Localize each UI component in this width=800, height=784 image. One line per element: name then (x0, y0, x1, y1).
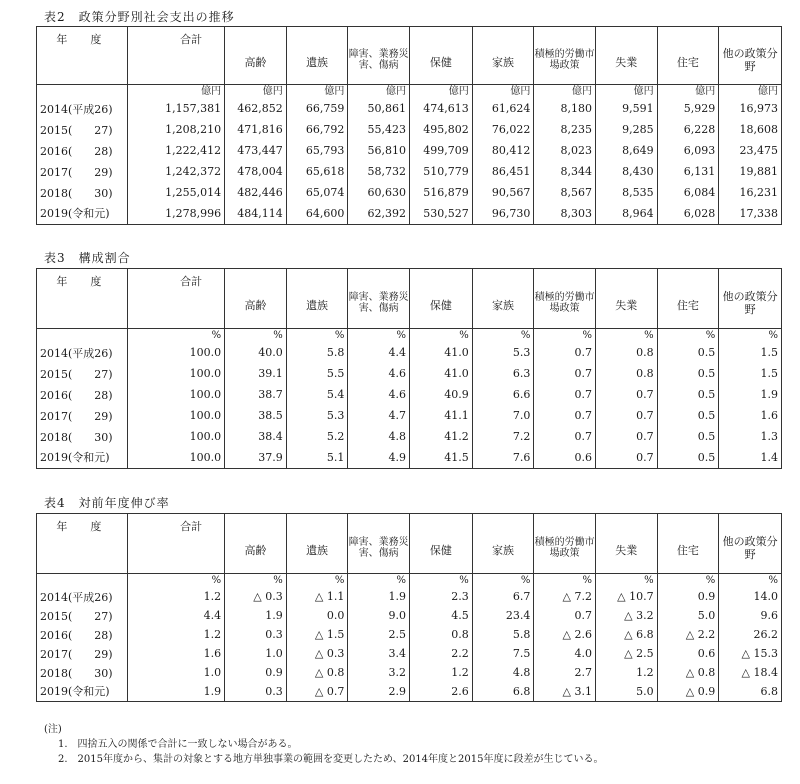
value-cell: △ 0.3 (286, 644, 348, 663)
value-cell: 5.2 (286, 426, 348, 447)
unit-cell: % (348, 329, 410, 343)
value-cell: 66,792 (286, 119, 348, 140)
total-header: 合計 (127, 27, 224, 85)
table2-header-row (37, 27, 782, 85)
table-row (37, 682, 782, 701)
col-header-family: 家族 (472, 27, 534, 85)
year-cell: 2017( 29) (37, 405, 128, 426)
value-cell: 65,793 (286, 140, 348, 161)
unit-cell: 億円 (348, 85, 410, 99)
value-cell: △ 3.2 (595, 606, 657, 625)
value-cell: 471,816 (225, 119, 287, 140)
table4-header-row (37, 514, 782, 574)
table-row (37, 606, 782, 625)
value-cell: 1.9 (127, 682, 224, 701)
value-cell: 64,600 (286, 203, 348, 224)
value-cell: 6,093 (657, 140, 719, 161)
col-header-other: 他の政策分野 (719, 269, 782, 329)
year-cell: 2015( 27) (37, 119, 128, 140)
notes (44, 722, 604, 767)
value-cell: 9.0 (348, 606, 410, 625)
value-cell: 510,779 (410, 161, 473, 182)
value-cell: 80,412 (472, 140, 534, 161)
year-cell: 2016( 28) (37, 384, 128, 405)
value-cell: △ 1.5 (286, 625, 348, 644)
unit-cell: % (286, 329, 348, 343)
value-cell: 484,114 (225, 203, 287, 224)
value-cell: 7.0 (472, 405, 534, 426)
value-cell: 1,157,381 (127, 98, 224, 119)
col-header-unemployment: 失業 (595, 514, 657, 574)
value-cell: 2.7 (534, 663, 596, 682)
value-cell: 1.9 (719, 384, 782, 405)
value-cell: 8,567 (534, 182, 596, 203)
col-header-family: 家族 (472, 514, 534, 574)
value-cell: △ 18.4 (719, 663, 782, 682)
value-cell: 4.8 (348, 426, 410, 447)
value-cell: 1.6 (719, 405, 782, 426)
col-header-health: 保健 (410, 27, 473, 85)
unit-cell: % (410, 574, 473, 588)
value-cell: 38.7 (225, 384, 287, 405)
value-cell: 100.0 (127, 447, 224, 468)
unit-cell: 億円 (286, 85, 348, 99)
value-cell: 4.4 (348, 342, 410, 363)
value-cell: 1,278,996 (127, 203, 224, 224)
unit-cell: 億円 (657, 85, 719, 99)
value-cell: 56,810 (348, 140, 410, 161)
value-cell: 5.0 (657, 606, 719, 625)
table2-caption: 表2 政策分野別社会支出の推移 (44, 10, 235, 24)
value-cell: 16,973 (719, 98, 782, 119)
table-row (37, 342, 782, 363)
value-cell: 0.7 (595, 384, 657, 405)
value-cell: 1.0 (127, 663, 224, 682)
table4-caption: 表4 対前年度伸び率 (44, 496, 170, 510)
table-row (37, 363, 782, 384)
value-cell: 0.5 (657, 447, 719, 468)
year-header: 年 度 (37, 269, 128, 329)
value-cell: 100.0 (127, 363, 224, 384)
value-cell: 0.8 (595, 363, 657, 384)
value-cell: △ 1.1 (286, 587, 348, 606)
value-cell: 8,964 (595, 203, 657, 224)
value-cell: 65,074 (286, 182, 348, 203)
year-cell: 2015( 27) (37, 363, 128, 384)
table-row (37, 426, 782, 447)
unit-cell: % (719, 329, 782, 343)
col-header-other: 他の政策分野 (719, 514, 782, 574)
value-cell: 6,131 (657, 161, 719, 182)
value-cell: 7.5 (472, 644, 534, 663)
value-cell: 8,535 (595, 182, 657, 203)
unit-cell: % (410, 329, 473, 343)
value-cell: 6,084 (657, 182, 719, 203)
table-row (37, 140, 782, 161)
value-cell: 1,255,014 (127, 182, 224, 203)
year-cell: 2018( 30) (37, 663, 128, 682)
year-cell: 2018( 30) (37, 182, 128, 203)
table-row (37, 182, 782, 203)
unit-cell: % (534, 574, 596, 588)
value-cell: △ 3.1 (534, 682, 596, 701)
note-item: 2. 2015年度から、集計の対象とする地方単独事業の範囲を変更したため、2014年度と2015年度に段差が生じている。 (58, 754, 604, 765)
unit-cell: % (348, 574, 410, 588)
table-row (37, 161, 782, 182)
value-cell: 473,447 (225, 140, 287, 161)
value-cell: 1.2 (410, 663, 473, 682)
value-cell: 1,242,372 (127, 161, 224, 182)
value-cell: 6.3 (472, 363, 534, 384)
value-cell: 62,392 (348, 203, 410, 224)
table3-header-row (37, 269, 782, 329)
year-cell: 2019(令和元) (37, 203, 128, 224)
value-cell: 0.5 (657, 363, 719, 384)
value-cell: 2.6 (410, 682, 473, 701)
year-cell: 2014(平成26) (37, 342, 128, 363)
value-cell: 1.0 (225, 644, 287, 663)
value-cell: 100.0 (127, 342, 224, 363)
value-cell: 8,023 (534, 140, 596, 161)
col-header-family: 家族 (472, 269, 534, 329)
table3-unit-row (37, 329, 782, 343)
year-cell: 2018( 30) (37, 426, 128, 447)
table3 (36, 268, 782, 469)
value-cell: 5.1 (286, 447, 348, 468)
value-cell: 8,430 (595, 161, 657, 182)
value-cell: 66,759 (286, 98, 348, 119)
value-cell: 5.8 (286, 342, 348, 363)
table4-unit-row (37, 574, 782, 588)
col-header-survivors: 遺族 (286, 269, 348, 329)
unit-cell: 億円 (127, 85, 224, 99)
value-cell: 462,852 (225, 98, 287, 119)
value-cell: 65,618 (286, 161, 348, 182)
value-cell: 1.2 (595, 663, 657, 682)
col-header-disability: 障害、業務災害、傷病 (348, 269, 410, 329)
value-cell: 41.5 (410, 447, 473, 468)
value-cell: 9,285 (595, 119, 657, 140)
unit-cell: % (225, 574, 287, 588)
value-cell: 0.8 (410, 625, 473, 644)
table2-unit-row (37, 85, 782, 99)
value-cell: 0.5 (657, 426, 719, 447)
value-cell: 6.8 (472, 682, 534, 701)
value-cell: 41.1 (410, 405, 473, 426)
value-cell: 17,338 (719, 203, 782, 224)
value-cell: 3.4 (348, 644, 410, 663)
value-cell: 9,591 (595, 98, 657, 119)
value-cell: 6,228 (657, 119, 719, 140)
unit-cell: % (719, 574, 782, 588)
value-cell: 495,802 (410, 119, 473, 140)
year-cell: 2014(平成26) (37, 98, 128, 119)
value-cell: 474,613 (410, 98, 473, 119)
value-cell: △ 0.8 (286, 663, 348, 682)
table-row (37, 203, 782, 224)
value-cell: 4.9 (348, 447, 410, 468)
value-cell: 8,649 (595, 140, 657, 161)
unit-cell: % (472, 574, 534, 588)
value-cell: 19,881 (719, 161, 782, 182)
value-cell: △ 15.3 (719, 644, 782, 663)
value-cell: △ 2.6 (534, 625, 596, 644)
unit-cell: 億円 (719, 85, 782, 99)
value-cell: 100.0 (127, 426, 224, 447)
col-header-labour-market: 積極的労働市場政策 (534, 27, 596, 85)
value-cell: △ 6.8 (595, 625, 657, 644)
value-cell: 1,222,412 (127, 140, 224, 161)
value-cell: 482,446 (225, 182, 287, 203)
col-header-elderly: 高齢 (225, 269, 287, 329)
table-row (37, 405, 782, 426)
value-cell: 0.7 (534, 384, 596, 405)
value-cell: 4.0 (534, 644, 596, 663)
value-cell: 1.6 (127, 644, 224, 663)
value-cell: 6,028 (657, 203, 719, 224)
value-cell: 4.7 (348, 405, 410, 426)
value-cell: 6.6 (472, 384, 534, 405)
value-cell: 2.5 (348, 625, 410, 644)
value-cell: 61,624 (472, 98, 534, 119)
value-cell: 38.5 (225, 405, 287, 426)
value-cell: 4.4 (127, 606, 224, 625)
value-cell: 6.8 (719, 682, 782, 701)
value-cell: 41.0 (410, 342, 473, 363)
year-header: 年 度 (37, 514, 128, 574)
year-cell: 2015( 27) (37, 606, 128, 625)
col-header-health: 保健 (410, 269, 473, 329)
value-cell: 1.5 (719, 342, 782, 363)
value-cell: 100.0 (127, 405, 224, 426)
value-cell: 4.6 (348, 363, 410, 384)
value-cell: 96,730 (472, 203, 534, 224)
value-cell: 6.7 (472, 587, 534, 606)
unit-cell: 億円 (472, 85, 534, 99)
value-cell: 40.0 (225, 342, 287, 363)
value-cell: 5.4 (286, 384, 348, 405)
total-header: 合計 (127, 269, 224, 329)
value-cell: 5.8 (472, 625, 534, 644)
year-cell: 2017( 29) (37, 644, 128, 663)
table4 (36, 513, 782, 702)
table-row (37, 644, 782, 663)
unit-cell: 億円 (225, 85, 287, 99)
value-cell: 18,608 (719, 119, 782, 140)
col-header-unemployment: 失業 (595, 269, 657, 329)
value-cell: 8,303 (534, 203, 596, 224)
value-cell: 1.5 (719, 363, 782, 384)
value-cell: 516,879 (410, 182, 473, 203)
col-header-labour-market: 積極的労働市場政策 (534, 269, 596, 329)
value-cell: 37.9 (225, 447, 287, 468)
value-cell: 0.7 (534, 606, 596, 625)
col-header-elderly: 高齢 (225, 514, 287, 574)
value-cell: △ 10.7 (595, 587, 657, 606)
value-cell: △ 0.7 (286, 682, 348, 701)
value-cell: 0.8 (595, 342, 657, 363)
value-cell: △ 2.2 (657, 625, 719, 644)
unit-cell: % (286, 574, 348, 588)
value-cell: 0.5 (657, 342, 719, 363)
value-cell: 0.9 (657, 587, 719, 606)
value-cell: 478,004 (225, 161, 287, 182)
value-cell: 41.2 (410, 426, 473, 447)
value-cell: 0.7 (534, 426, 596, 447)
value-cell: 9.6 (719, 606, 782, 625)
year-cell: 2016( 28) (37, 625, 128, 644)
value-cell: 0.7 (534, 363, 596, 384)
value-cell: 5.0 (595, 682, 657, 701)
value-cell: 1.4 (719, 447, 782, 468)
value-cell: 499,709 (410, 140, 473, 161)
value-cell: 0.7 (534, 342, 596, 363)
value-cell: 4.6 (348, 384, 410, 405)
value-cell: 14.0 (719, 587, 782, 606)
value-cell: △ 2.5 (595, 644, 657, 663)
year-cell: 2014(平成26) (37, 587, 128, 606)
col-header-survivors: 遺族 (286, 27, 348, 85)
value-cell: △ 7.2 (534, 587, 596, 606)
value-cell: 55,423 (348, 119, 410, 140)
table-row (37, 663, 782, 682)
value-cell: 0.3 (225, 625, 287, 644)
col-header-labour-market: 積極的労働市場政策 (534, 514, 596, 574)
col-header-survivors: 遺族 (286, 514, 348, 574)
unit-cell: % (127, 574, 224, 588)
value-cell: 2.2 (410, 644, 473, 663)
value-cell: 58,732 (348, 161, 410, 182)
table3-caption: 表3 構成割合 (44, 251, 131, 265)
value-cell: △ 0.3 (225, 587, 287, 606)
table-row (37, 447, 782, 468)
year-header: 年 度 (37, 27, 128, 85)
value-cell: 4.5 (410, 606, 473, 625)
value-cell: 23,475 (719, 140, 782, 161)
unit-cell: % (225, 329, 287, 343)
col-header-health: 保健 (410, 514, 473, 574)
value-cell: 60,630 (348, 182, 410, 203)
value-cell: 26.2 (719, 625, 782, 644)
value-cell: 0.7 (534, 405, 596, 426)
col-header-other: 他の政策分野 (719, 27, 782, 85)
value-cell: 7.6 (472, 447, 534, 468)
table-row (37, 625, 782, 644)
col-header-unemployment: 失業 (595, 27, 657, 85)
value-cell: 5.3 (286, 405, 348, 426)
value-cell: 5,929 (657, 98, 719, 119)
col-header-elderly: 高齢 (225, 27, 287, 85)
value-cell: 0.5 (657, 384, 719, 405)
unit-cell: 億円 (534, 85, 596, 99)
unit-cell: % (595, 329, 657, 343)
total-header: 合計 (127, 514, 224, 574)
table-row (37, 384, 782, 405)
unit-cell: % (127, 329, 224, 343)
value-cell: 23.4 (472, 606, 534, 625)
value-cell: 8,344 (534, 161, 596, 182)
value-cell: 0.7 (595, 405, 657, 426)
value-cell: 39.1 (225, 363, 287, 384)
value-cell: 2.9 (348, 682, 410, 701)
value-cell: 86,451 (472, 161, 534, 182)
table-row (37, 587, 782, 606)
note-item: 1. 四捨五入の関係で合計に一致しない場合がある。 (58, 739, 298, 750)
value-cell: 0.0 (286, 606, 348, 625)
table-row (37, 119, 782, 140)
value-cell: 16,231 (719, 182, 782, 203)
value-cell: 5.5 (286, 363, 348, 384)
value-cell: 100.0 (127, 384, 224, 405)
unit-cell: 億円 (410, 85, 473, 99)
col-header-disability: 障害、業務災害、傷病 (348, 514, 410, 574)
value-cell: 1.2 (127, 587, 224, 606)
value-cell: 1,208,210 (127, 119, 224, 140)
value-cell: 1.3 (719, 426, 782, 447)
value-cell: 1.9 (225, 606, 287, 625)
unit-cell: % (657, 574, 719, 588)
notes-title: (注) (44, 724, 62, 735)
col-header-disability: 障害、業務災害、傷病 (348, 27, 410, 85)
value-cell: 0.6 (534, 447, 596, 468)
table-row (37, 98, 782, 119)
value-cell: 3.2 (348, 663, 410, 682)
value-cell: 1.9 (348, 587, 410, 606)
value-cell: 8,235 (534, 119, 596, 140)
value-cell: 0.7 (595, 447, 657, 468)
col-header-housing: 住宅 (657, 27, 719, 85)
year-cell: 2016( 28) (37, 140, 128, 161)
unit-cell: % (595, 574, 657, 588)
unit-cell: % (657, 329, 719, 343)
value-cell: △ 0.8 (657, 663, 719, 682)
year-cell: 2019(令和元) (37, 447, 128, 468)
value-cell: 0.9 (225, 663, 287, 682)
value-cell: 0.7 (595, 426, 657, 447)
table2 (36, 26, 782, 225)
unit-cell: % (472, 329, 534, 343)
value-cell: 8,180 (534, 98, 596, 119)
value-cell: △ 0.9 (657, 682, 719, 701)
value-cell: 0.5 (657, 405, 719, 426)
value-cell: 40.9 (410, 384, 473, 405)
value-cell: 7.2 (472, 426, 534, 447)
unit-cell: 億円 (595, 85, 657, 99)
year-cell: 2019(令和元) (37, 682, 128, 701)
col-header-housing: 住宅 (657, 514, 719, 574)
value-cell: 76,022 (472, 119, 534, 140)
value-cell: 0.6 (657, 644, 719, 663)
value-cell: 5.3 (472, 342, 534, 363)
unit-cell: % (534, 329, 596, 343)
value-cell: 0.3 (225, 682, 287, 701)
value-cell: 38.4 (225, 426, 287, 447)
value-cell: 530,527 (410, 203, 473, 224)
value-cell: 1.2 (127, 625, 224, 644)
col-header-housing: 住宅 (657, 269, 719, 329)
year-cell: 2017( 29) (37, 161, 128, 182)
value-cell: 41.0 (410, 363, 473, 384)
value-cell: 90,567 (472, 182, 534, 203)
value-cell: 4.8 (472, 663, 534, 682)
value-cell: 50,861 (348, 98, 410, 119)
value-cell: 2.3 (410, 587, 473, 606)
